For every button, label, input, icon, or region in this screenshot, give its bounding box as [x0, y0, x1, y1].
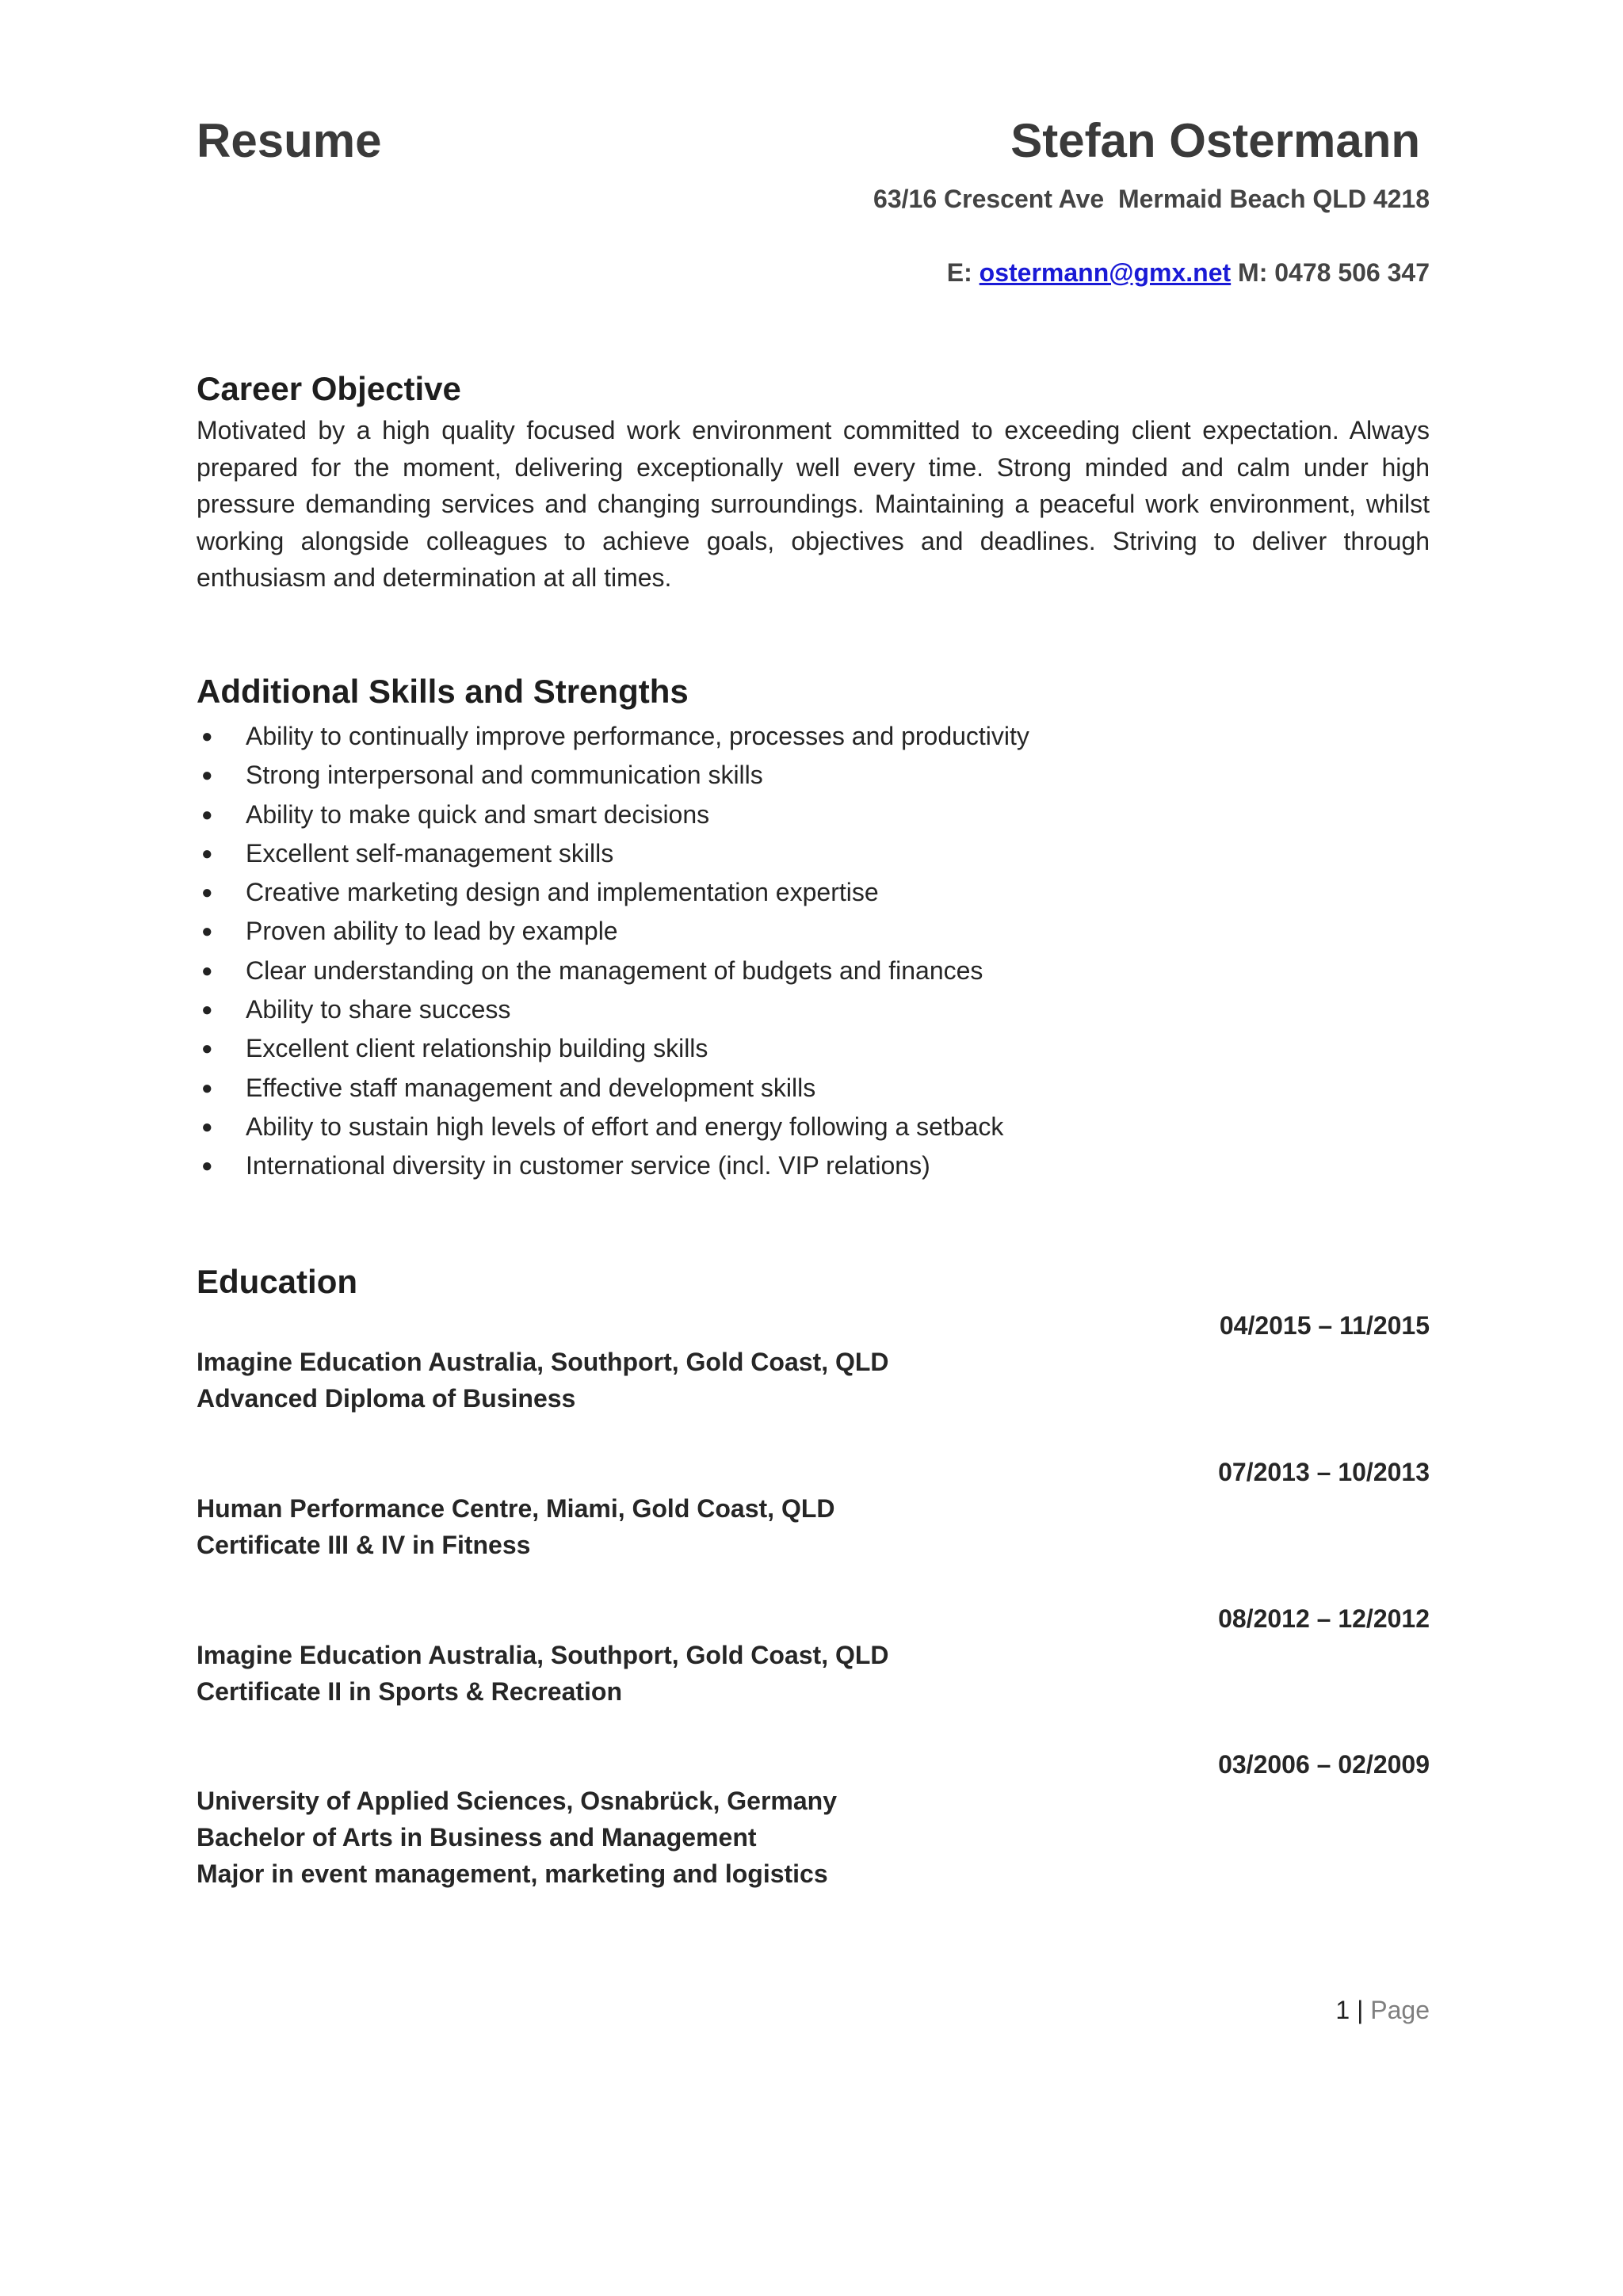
- education-entry: [197, 1600, 1430, 1751]
- page-number: 1: [1335, 1996, 1350, 2024]
- education-entry: [197, 1454, 1430, 1604]
- education-dates: 07/2013 – 10/2013: [1218, 1458, 1430, 1486]
- skill-item: [197, 756, 1430, 795]
- email-link[interactable]: ostermann@gmx.net: [979, 258, 1232, 287]
- education-institution: Human Performance Centre, Miami, Gold Coast, QLD: [197, 1494, 835, 1523]
- skill-text: Effective staff management and development skills: [246, 1073, 816, 1102]
- skill-item: [197, 990, 1430, 1029]
- bullet-icon: ●: [201, 726, 213, 747]
- education-dates: 03/2006 – 02/2009: [1218, 1750, 1430, 1779]
- bullet-icon: ●: [201, 803, 213, 826]
- skill-text: Clear understanding on the management of budgets and finances: [246, 955, 983, 985]
- education-institution: Imagine Education Australia, Southport, Gold Coast, QLD: [197, 1641, 889, 1669]
- email-label: E:: [946, 258, 972, 287]
- bullet-icon: ●: [201, 765, 213, 787]
- education-qualification: Advanced Diploma of Business: [197, 1384, 576, 1413]
- skill-item: [197, 1069, 1430, 1108]
- bullet-icon: ●: [201, 959, 213, 982]
- skill-text: Ability to make quick and smart decisions: [246, 799, 710, 829]
- skill-item: [197, 1108, 1430, 1146]
- education-dates: 08/2012 – 12/2012: [1218, 1604, 1430, 1633]
- bullet-icon: ●: [201, 921, 213, 943]
- skill-text: Ability to continually improve performance, processes and productivity: [246, 722, 1029, 750]
- skill-item: [197, 795, 1430, 834]
- skill-item: [197, 834, 1430, 873]
- skill-item: [197, 952, 1430, 990]
- education-detail: Major in event management, marketing and logistics: [197, 1859, 828, 1888]
- skill-text: Excellent client relationship building skills: [246, 1034, 708, 1063]
- page-label: Page: [1370, 1996, 1430, 2024]
- bullet-icon: ●: [201, 1038, 213, 1060]
- contact-line: [947, 258, 1430, 288]
- bullet-icon: ●: [201, 1116, 213, 1138]
- skill-text: Excellent self-management skills: [246, 838, 614, 868]
- skills-list: [197, 717, 1430, 1186]
- skill-text: Ability to share success: [246, 995, 511, 1024]
- skill-text: International diversity in customer service (incl. VIP relations): [246, 1151, 930, 1180]
- education-entry: [197, 1746, 1430, 1897]
- education-entry: [197, 1307, 1430, 1458]
- address: 63/16 Crescent Ave Mermaid Beach QLD 4218: [873, 185, 1430, 213]
- bullet-icon: ●: [201, 842, 213, 864]
- skill-item: [197, 1029, 1430, 1068]
- resume-page: [197, 0, 1430, 2296]
- education-institution: University of Applied Sciences, Osnabrück, Germany: [197, 1787, 837, 1815]
- bullet-icon: ●: [201, 999, 213, 1021]
- skills-heading: Additional Skills and Strengths: [197, 673, 689, 710]
- education-heading: Education: [197, 1263, 358, 1300]
- mobile-number: 0478 506 347: [1274, 258, 1430, 287]
- bullet-icon: ●: [201, 882, 213, 904]
- education-dates: 04/2015 – 11/2015: [1219, 1311, 1430, 1340]
- document-title: Resume: [197, 114, 382, 167]
- career-objective-heading: Career Objective: [197, 370, 461, 407]
- footer-separator: |: [1357, 1996, 1364, 2024]
- skill-text: Proven ability to lead by example: [246, 917, 618, 946]
- education-qualification: Bachelor of Arts in Business and Management: [197, 1823, 757, 1852]
- mobile-label: M:: [1238, 258, 1268, 287]
- skill-text: Creative marketing design and implementation expertise: [246, 878, 879, 907]
- skill-item: [197, 873, 1430, 912]
- education-institution: Imagine Education Australia, Southport, Gold Coast, QLD: [197, 1348, 889, 1376]
- skill-text: Ability to sustain high levels of effort and energy following a setback: [246, 1112, 1004, 1141]
- skill-text: Strong interpersonal and communication skills: [246, 761, 763, 790]
- skill-item: [197, 717, 1430, 756]
- career-objective-text: Motivated by a high quality focused work environment committed to exceeding client expectation. Always prepared for the moment, delivering exceptionally well every time. Strong minded and calm under high pressure demanding services and changing surroundings. Maintaining a peaceful work environment, whilst working alongside colleagues to achieve goals, objectives and deadlines. Striving to deliver through enthusiasm and determination at all times.: [197, 416, 1430, 592]
- skill-item: [197, 1146, 1430, 1185]
- page-footer: [1335, 1992, 1430, 2028]
- education-qualification: Certificate III & IV in Fitness: [197, 1531, 531, 1559]
- bullet-icon: ●: [201, 1155, 213, 1177]
- bullet-icon: ●: [201, 1077, 213, 1099]
- skill-item: [197, 912, 1430, 951]
- education-qualification: Certificate II in Sports & Recreation: [197, 1677, 623, 1706]
- candidate-name: Stefan Ostermann: [1010, 114, 1420, 167]
